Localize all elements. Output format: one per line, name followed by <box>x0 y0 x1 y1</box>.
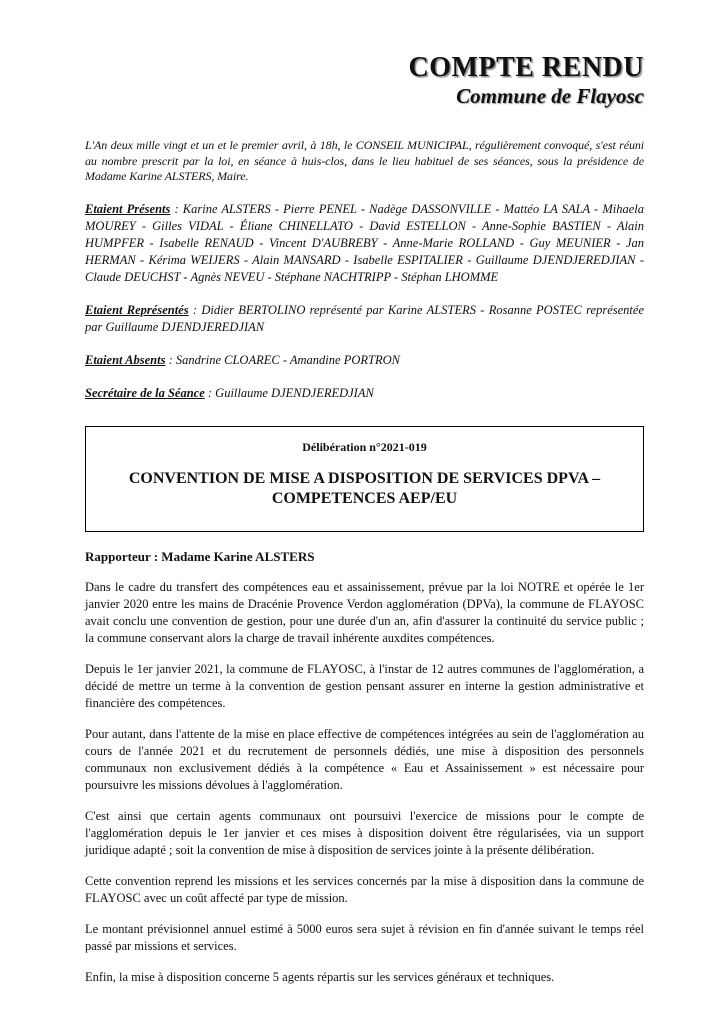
attendance-represented-value: : Didier BERTOLINO représenté par Karine ALSTERS - Rosanne POSTEC représentée par Guillaume DJENDJEREDJIAN <box>85 302 644 334</box>
attendance-absent-value: : Sandrine CLOAREC - Amandine PORTRON <box>165 352 400 367</box>
attendance-represented-label: Etaient Représentés <box>85 302 189 317</box>
attendance-absent-label: Etaient Absents <box>85 352 166 367</box>
body-paragraph-1: Dans le cadre du transfert des compétences eau et assainissement, prévue par la loi NOTRE et opérée le 1er janvier 2020 entre les mains de Dracénie Provence Verdon agglomération (DPVa), la commune de FLAYOSC avait conclu une convention de gestion, pour une durée d'un an, afin d'assurer la continuité du service public ; la commune conservant alors la charge de travail inhérente auxdites compétences. <box>85 579 644 645</box>
intro-paragraph: L'An deux mille vingt et un et le premier avril, à 18h, le CONSEIL MUNICIPAL, régulièrement convoqué, s'est réuni au nombre prescrit par la loi, en séance à huis-clos, dans le lieu habituel de ses séances, sous la présidence de Madame Karine ALSTERS, Maire. <box>85 138 644 183</box>
document-title: COMPTE RENDU <box>408 52 644 83</box>
session-secretary-value: : Guillaume DJENDJEREDJIAN <box>204 385 374 400</box>
body-paragraph-6: Le montant prévisionnel annuel estimé à 5000 euros sera sujet à révision en fin d'année suivant le temps réel passé par missions et services. <box>85 921 644 953</box>
document-header <box>85 52 644 108</box>
session-secretary-row <box>85 385 644 402</box>
attendance-present-label: Etaient Présents <box>85 201 171 216</box>
document-subtitle: Commune de Flayosc <box>456 84 644 108</box>
body-paragraph-3: Pour autant, dans l'attente de la mise en place effective de compétences intégrées au sein de l'agglomération au cours de l'année 2021 et du recrutement de personnels dédiés, une mise à disposition des personnels communaux non exclusivement dédiés à la compétence « Eau et Assainissement » est nécessaire pour poursuivre les missions dévolues à l'agglomération. <box>85 726 644 792</box>
attendance-represented-row <box>85 302 644 336</box>
deliberation-title: CONVENTION DE MISE A DISPOSITION DE SERVICES DPVA – COMPETENCES AEP/EU <box>128 469 601 507</box>
body-paragraph-4: C'est ainsi que certain agents communaux ont poursuivi l'exercice de missions pour le compte de l'agglomération depuis le 1er janvier et ces mises à disposition doivent être régularisées, via un support juridique adapté ; soit la convention de mise à disposition de services jointe à la présente délibération. <box>85 808 644 857</box>
body-paragraph-7: Enfin, la mise à disposition concerne 5 agents répartis sur les services généraux et techniques. <box>85 969 555 984</box>
body-paragraph-5: Cette convention reprend les missions et les services concernés par la mise à disposition dans la commune de FLAYOSC avec un coût affecté par type de mission. <box>85 873 644 905</box>
body-paragraph-2: Depuis le 1er janvier 2021, la commune de FLAYOSC, à l'instar de 12 autres communes de l'agglomération, a décidé de mettre un terme à la convention de gestion pensant assurer en interne la gestion administrative et financière des compétences. <box>85 661 644 710</box>
deliberation-number: Délibération n°2021-019 <box>302 439 427 454</box>
session-secretary-label: Secrétaire de la Séance <box>85 385 205 400</box>
attendance-absent-row <box>85 352 644 369</box>
deliberation-box <box>85 426 644 532</box>
attendance-present-row <box>85 201 644 286</box>
rapporteur-line: Rapporteur : Madame Karine ALSTERS <box>85 548 315 564</box>
attendance-present-value: : Karine ALSTERS - Pierre PENEL - Nadège DASSONVILLE - Mattéo LA SALA - Mihaela MOUREY - Gilles VIDAL - Éliane CHINELLATO - David ESTELLON - Anne-Sophie BASTIEN - Alain HUMPFER - Isabelle RENAUD - Vincent D'AUBREBY - Anne-Marie ROLLAND - Guy MEUNIER - Jan HERMAN - Kérima WEIJERS - Alain MANSARD - Isabelle ESPITALIER - Guillaume DJENDJEREDJIAN - Claude DEUCHST - Agnès NEVEU - Stéphane NACHTRIPP - Stéphan LHOMME <box>85 201 645 284</box>
